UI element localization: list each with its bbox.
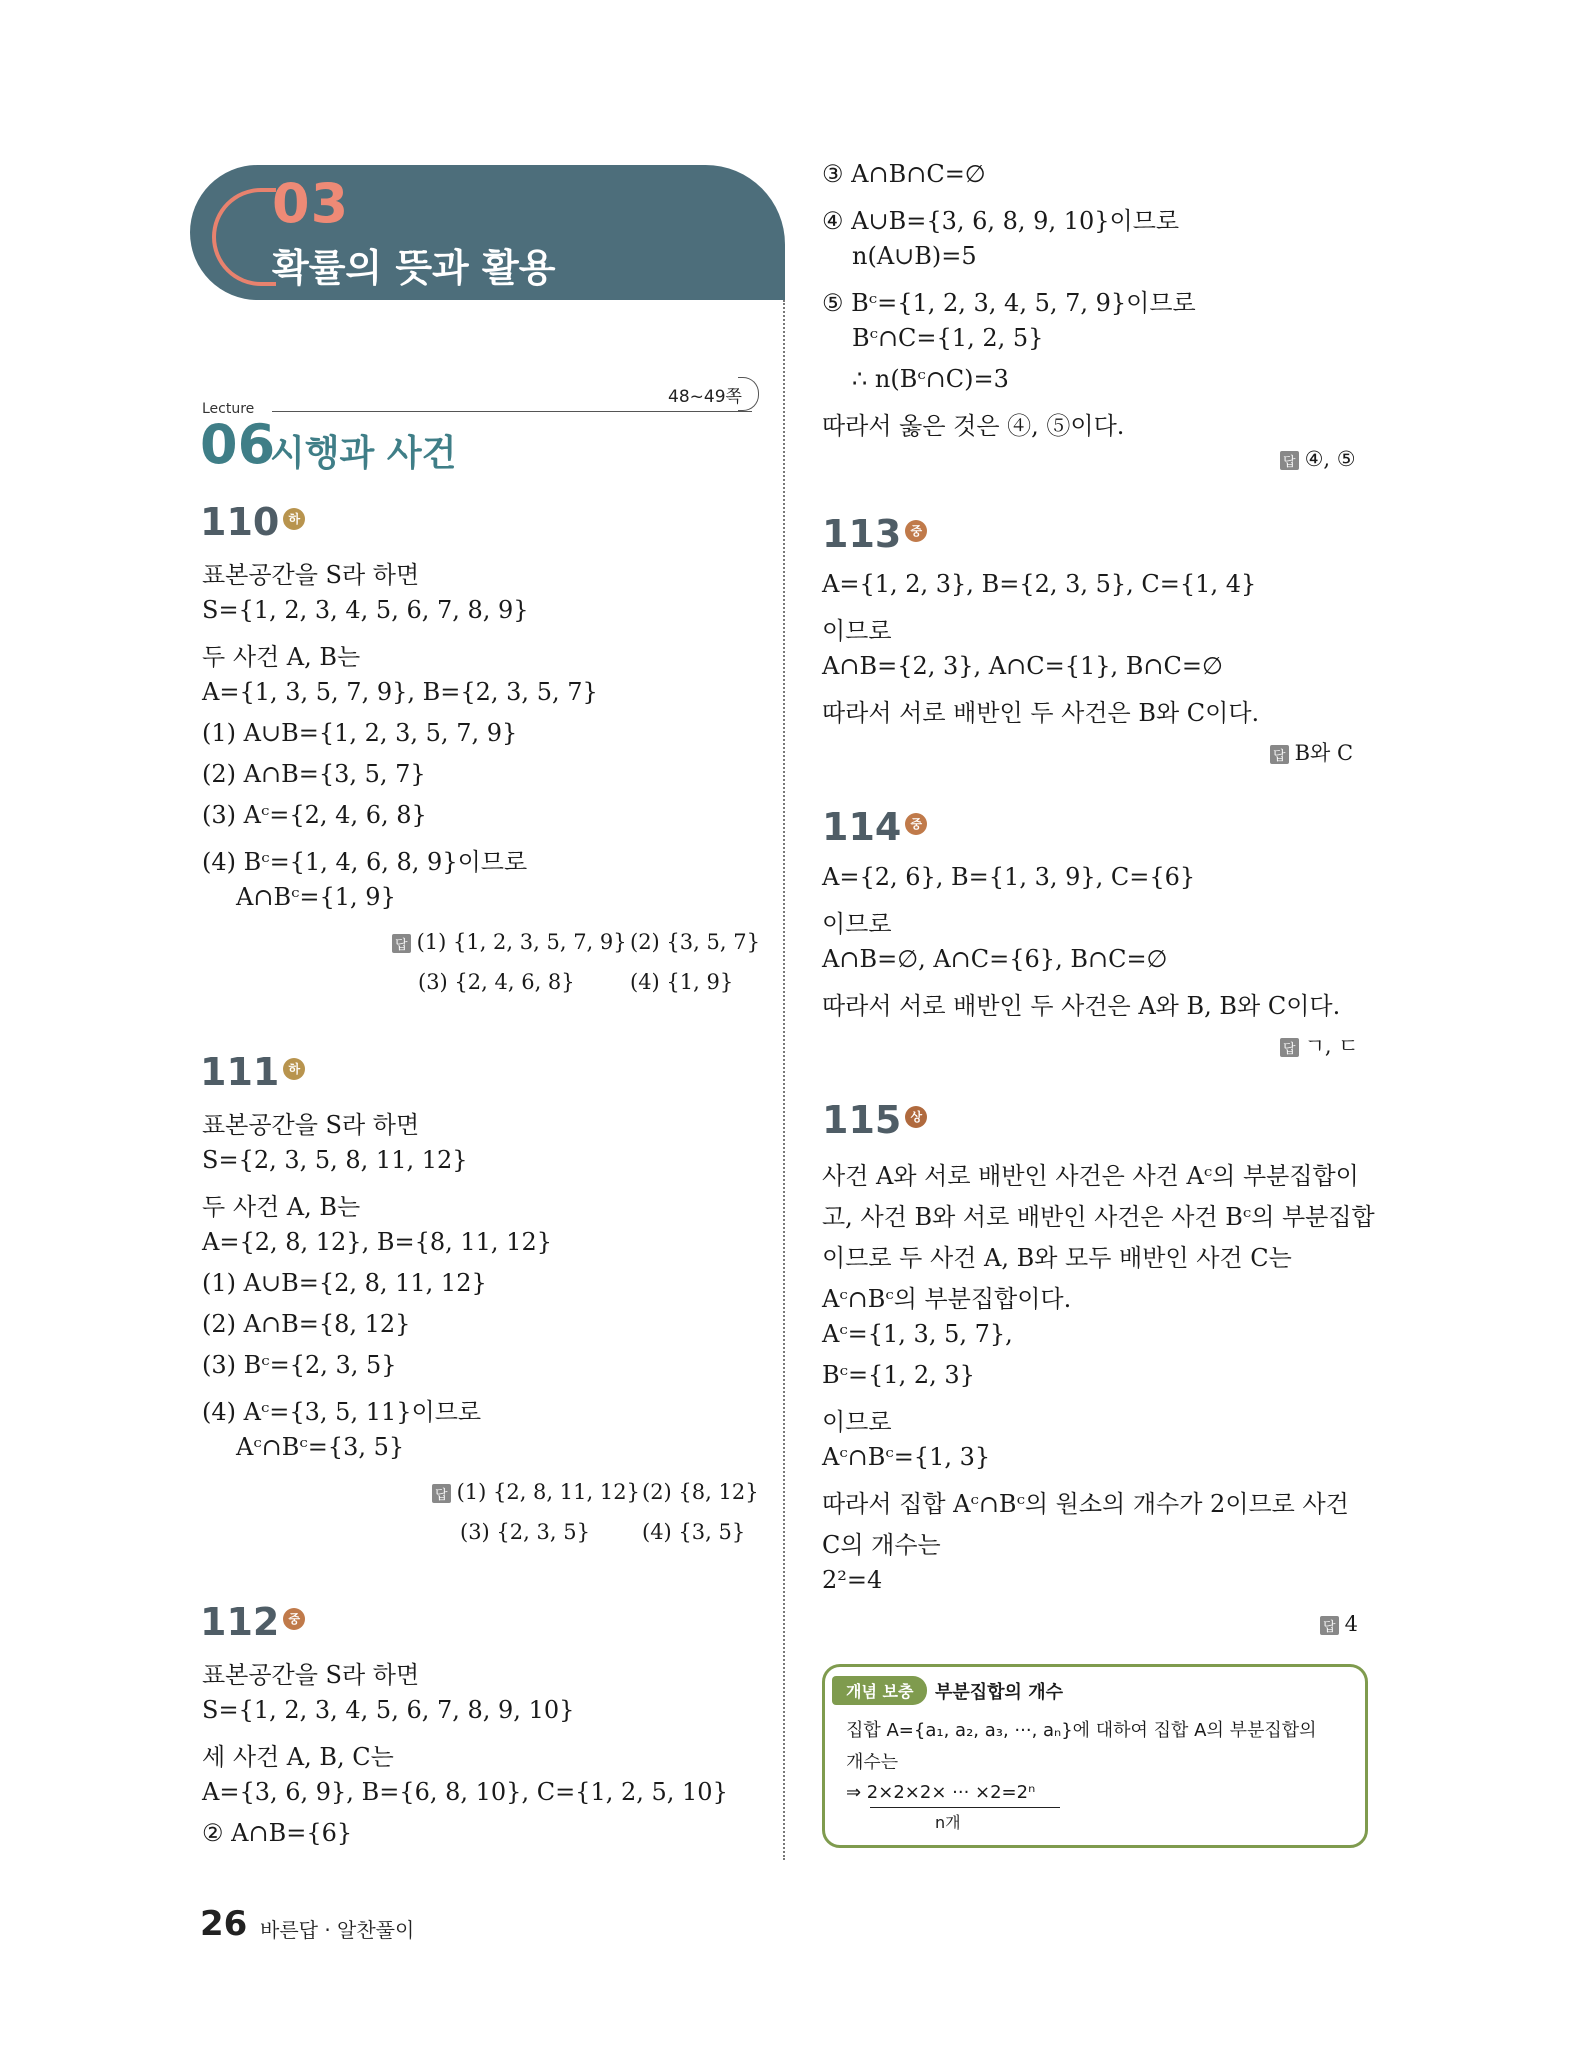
problem-111-line: (4) Aᶜ={3, 5, 11}이므로: [202, 1398, 482, 1426]
chapter-number: 03: [272, 172, 350, 235]
problem-110-line: (1) A∪B={1, 2, 3, 5, 7, 9}: [202, 719, 518, 747]
problem-112-cont-line: 따라서 옳은 것은 ④, ⑤이다.: [822, 412, 1125, 440]
problem-112-header: [200, 1600, 305, 1644]
problem-113-line: A∩B={2, 3}, A∩C={1}, B∩C=∅: [822, 652, 1223, 680]
problem-111-answer: (3) {2, 3, 5}: [460, 1520, 590, 1544]
problem-112-line: 세 사건 A, B, C는: [202, 1743, 394, 1771]
problem-113-answer-row: 답 B와 C: [1270, 737, 1353, 767]
lecture-rule: [272, 411, 752, 412]
formula-underbrace: [870, 1807, 1060, 1808]
problem-114-line: A∩B=∅, A∩C={6}, B∩C=∅: [822, 945, 1168, 973]
problem-110-answer: (4) {1, 9}: [630, 970, 734, 994]
problem-111-line: S={2, 3, 5, 8, 11, 12}: [202, 1146, 468, 1174]
problem-113-line: 따라서 서로 배반인 두 사건은 B와 C이다.: [822, 699, 1260, 727]
problem-114-line: 이므로: [822, 910, 892, 938]
problem-112-cont-line: ③ A∩B∩C=∅: [822, 160, 986, 188]
problem-111-line: (2) A∩B={8, 12}: [202, 1310, 411, 1338]
problem-115-line: 사건 A와 서로 배반인 사건은 사건 Aᶜ의 부분집합이: [822, 1162, 1359, 1190]
problem-number: 114: [822, 805, 902, 849]
problem-115-line: 따라서 집합 Aᶜ∩Bᶜ의 원소의 개수가 2이므로 사건: [822, 1490, 1349, 1518]
problem-number: 115: [822, 1098, 902, 1142]
column-divider: [783, 300, 785, 1860]
problem-112-cont-line: ∴ n(Bᶜ∩C)=3: [852, 365, 1009, 393]
problem-112-answer-row: 답 ④, ⑤: [1280, 447, 1356, 471]
problem-112-line: A={3, 6, 9}, B={6, 8, 10}, C={1, 2, 5, 10}: [202, 1778, 728, 1806]
problem-110-answer: (3) {2, 4, 6, 8}: [418, 970, 575, 994]
level-badge: 중: [283, 1608, 305, 1630]
problem-110-answer: (2) {3, 5, 7}: [630, 930, 760, 954]
lecture-label: Lecture: [202, 401, 255, 417]
answer-tag: 답: [392, 934, 411, 953]
problem-115-line: Aᶜ∩Bᶜ의 부분집합이다.: [822, 1285, 1072, 1313]
answer-tag: 답: [1280, 1038, 1299, 1057]
problem-113-header: [822, 512, 927, 556]
lecture-title: 시행과 사건: [270, 433, 457, 474]
problem-111-line: (3) Bᶜ={2, 3, 5}: [202, 1351, 397, 1379]
level-badge: 중: [905, 520, 927, 542]
lecture-number: 06: [200, 413, 276, 476]
problem-110-line: A={1, 3, 5, 7, 9}, B={2, 3, 5, 7}: [202, 678, 598, 706]
level-badge: 상: [905, 1106, 927, 1128]
problem-115-line: Bᶜ={1, 2, 3}: [822, 1361, 975, 1389]
problem-112-cont-line: ④ A∪B={3, 6, 8, 9, 10}이므로: [822, 207, 1180, 235]
problem-110-line: 두 사건 A, B는: [202, 643, 361, 671]
problem-number: 113: [822, 512, 902, 556]
problem-115-header: [822, 1098, 927, 1142]
problem-112-line: 표본공간을 S라 하면: [202, 1661, 420, 1689]
problem-115-line: C의 개수는: [822, 1531, 941, 1559]
problem-114-line: 따라서 서로 배반인 두 사건은 A와 B, B와 C이다.: [822, 992, 1341, 1020]
concept-formula: ⇒ 2×2×2× ··· ×2=2ⁿ: [846, 1782, 1036, 1803]
concept-line: 집합 A={a₁, a₂, a₃, ···, aₙ}에 대하여 집합 A의 부분집합의: [846, 1720, 1317, 1741]
problem-110-header: [200, 500, 305, 544]
problem-115-line: Aᶜ∩Bᶜ={1, 3}: [822, 1443, 991, 1471]
problem-111-line: A={2, 8, 12}, B={8, 11, 12}: [202, 1228, 552, 1256]
problem-number: 112: [200, 1600, 280, 1644]
page-number: 26: [200, 1904, 248, 1944]
problem-115-line: 2²=4: [822, 1566, 883, 1594]
concept-n-count: n개: [935, 1813, 961, 1832]
problem-115-line: 고, 사건 B와 서로 배반인 사건은 사건 Bᶜ의 부분집합: [822, 1203, 1375, 1231]
concept-tag: 개념 보충: [832, 1676, 927, 1705]
concept-line: 개수는: [846, 1752, 899, 1773]
problem-110-line: S={1, 2, 3, 4, 5, 6, 7, 8, 9}: [202, 596, 529, 624]
level-badge: 중: [905, 813, 927, 835]
problem-110-line: (4) Bᶜ={1, 4, 6, 8, 9}이므로: [202, 848, 528, 876]
problem-114-header: [822, 805, 927, 849]
problem-112-cont-line: ⑤ Bᶜ={1, 2, 3, 4, 5, 7, 9}이므로: [822, 289, 1196, 317]
concept-title: 부분집합의 개수: [935, 1682, 1063, 1703]
problem-110-line: (2) A∩B={3, 5, 7}: [202, 760, 426, 788]
problem-115-line: 이므로: [822, 1408, 892, 1436]
problem-110-line: 표본공간을 S라 하면: [202, 561, 420, 589]
problem-112-cont-line: Bᶜ∩C={1, 2, 5}: [852, 324, 1044, 352]
problem-110-line: A∩Bᶜ={1, 9}: [236, 883, 396, 911]
problem-113-line: 이므로: [822, 617, 892, 645]
problem-112-line: S={1, 2, 3, 4, 5, 6, 7, 8, 9, 10}: [202, 1696, 575, 1724]
problem-115-line: Aᶜ={1, 3, 5, 7},: [822, 1320, 1013, 1348]
answer-tag: 답: [1270, 745, 1289, 764]
problem-110-line: (3) Aᶜ={2, 4, 6, 8}: [202, 801, 427, 829]
problem-112-line: ② A∩B={6}: [202, 1819, 353, 1847]
problem-112-cont-line: n(A∪B)=5: [852, 242, 977, 270]
level-badge: 하: [283, 508, 305, 530]
problem-115-line: 이므로 두 사건 A, B와 모두 배반인 사건 C는: [822, 1244, 1292, 1272]
problem-114-answer-row: 답 ㄱ, ㄷ: [1280, 1030, 1359, 1060]
problem-111-header: [200, 1050, 305, 1094]
problem-114-line: A={2, 6}, B={1, 3, 9}, C={6}: [822, 863, 1196, 891]
footer-text: 바른답 · 알찬풀이: [260, 1918, 415, 1942]
lecture-pages: 48~49쪽: [668, 387, 742, 407]
lecture-pages-cap: [738, 377, 759, 411]
problem-111-line: (1) A∪B={2, 8, 11, 12}: [202, 1269, 487, 1297]
problem-111-answer-row: 답 (1) {2, 8, 11, 12}: [432, 1480, 640, 1504]
problem-111-line: 표본공간을 S라 하면: [202, 1111, 420, 1139]
problem-110-answer-row: 답 (1) {1, 2, 3, 5, 7, 9}: [392, 930, 627, 954]
problem-111-answer: (4) {3, 5}: [642, 1520, 746, 1544]
answer-tag: 답: [1280, 451, 1299, 470]
problem-113-line: A={1, 2, 3}, B={2, 3, 5}, C={1, 4}: [822, 570, 1257, 598]
problem-111-answer: (2) {8, 12}: [642, 1480, 759, 1504]
chapter-title: 확률의 뜻과 활용: [272, 246, 556, 290]
answer-tag: 답: [1320, 1616, 1339, 1635]
level-badge: 하: [283, 1058, 305, 1080]
problem-number: 110: [200, 500, 280, 544]
problem-111-line: 두 사건 A, B는: [202, 1193, 361, 1221]
answer-tag: 답: [432, 1484, 451, 1503]
problem-115-answer-row: 답 4: [1320, 1612, 1358, 1636]
problem-number: 111: [200, 1050, 280, 1094]
problem-111-line: Aᶜ∩Bᶜ={3, 5}: [236, 1433, 405, 1461]
